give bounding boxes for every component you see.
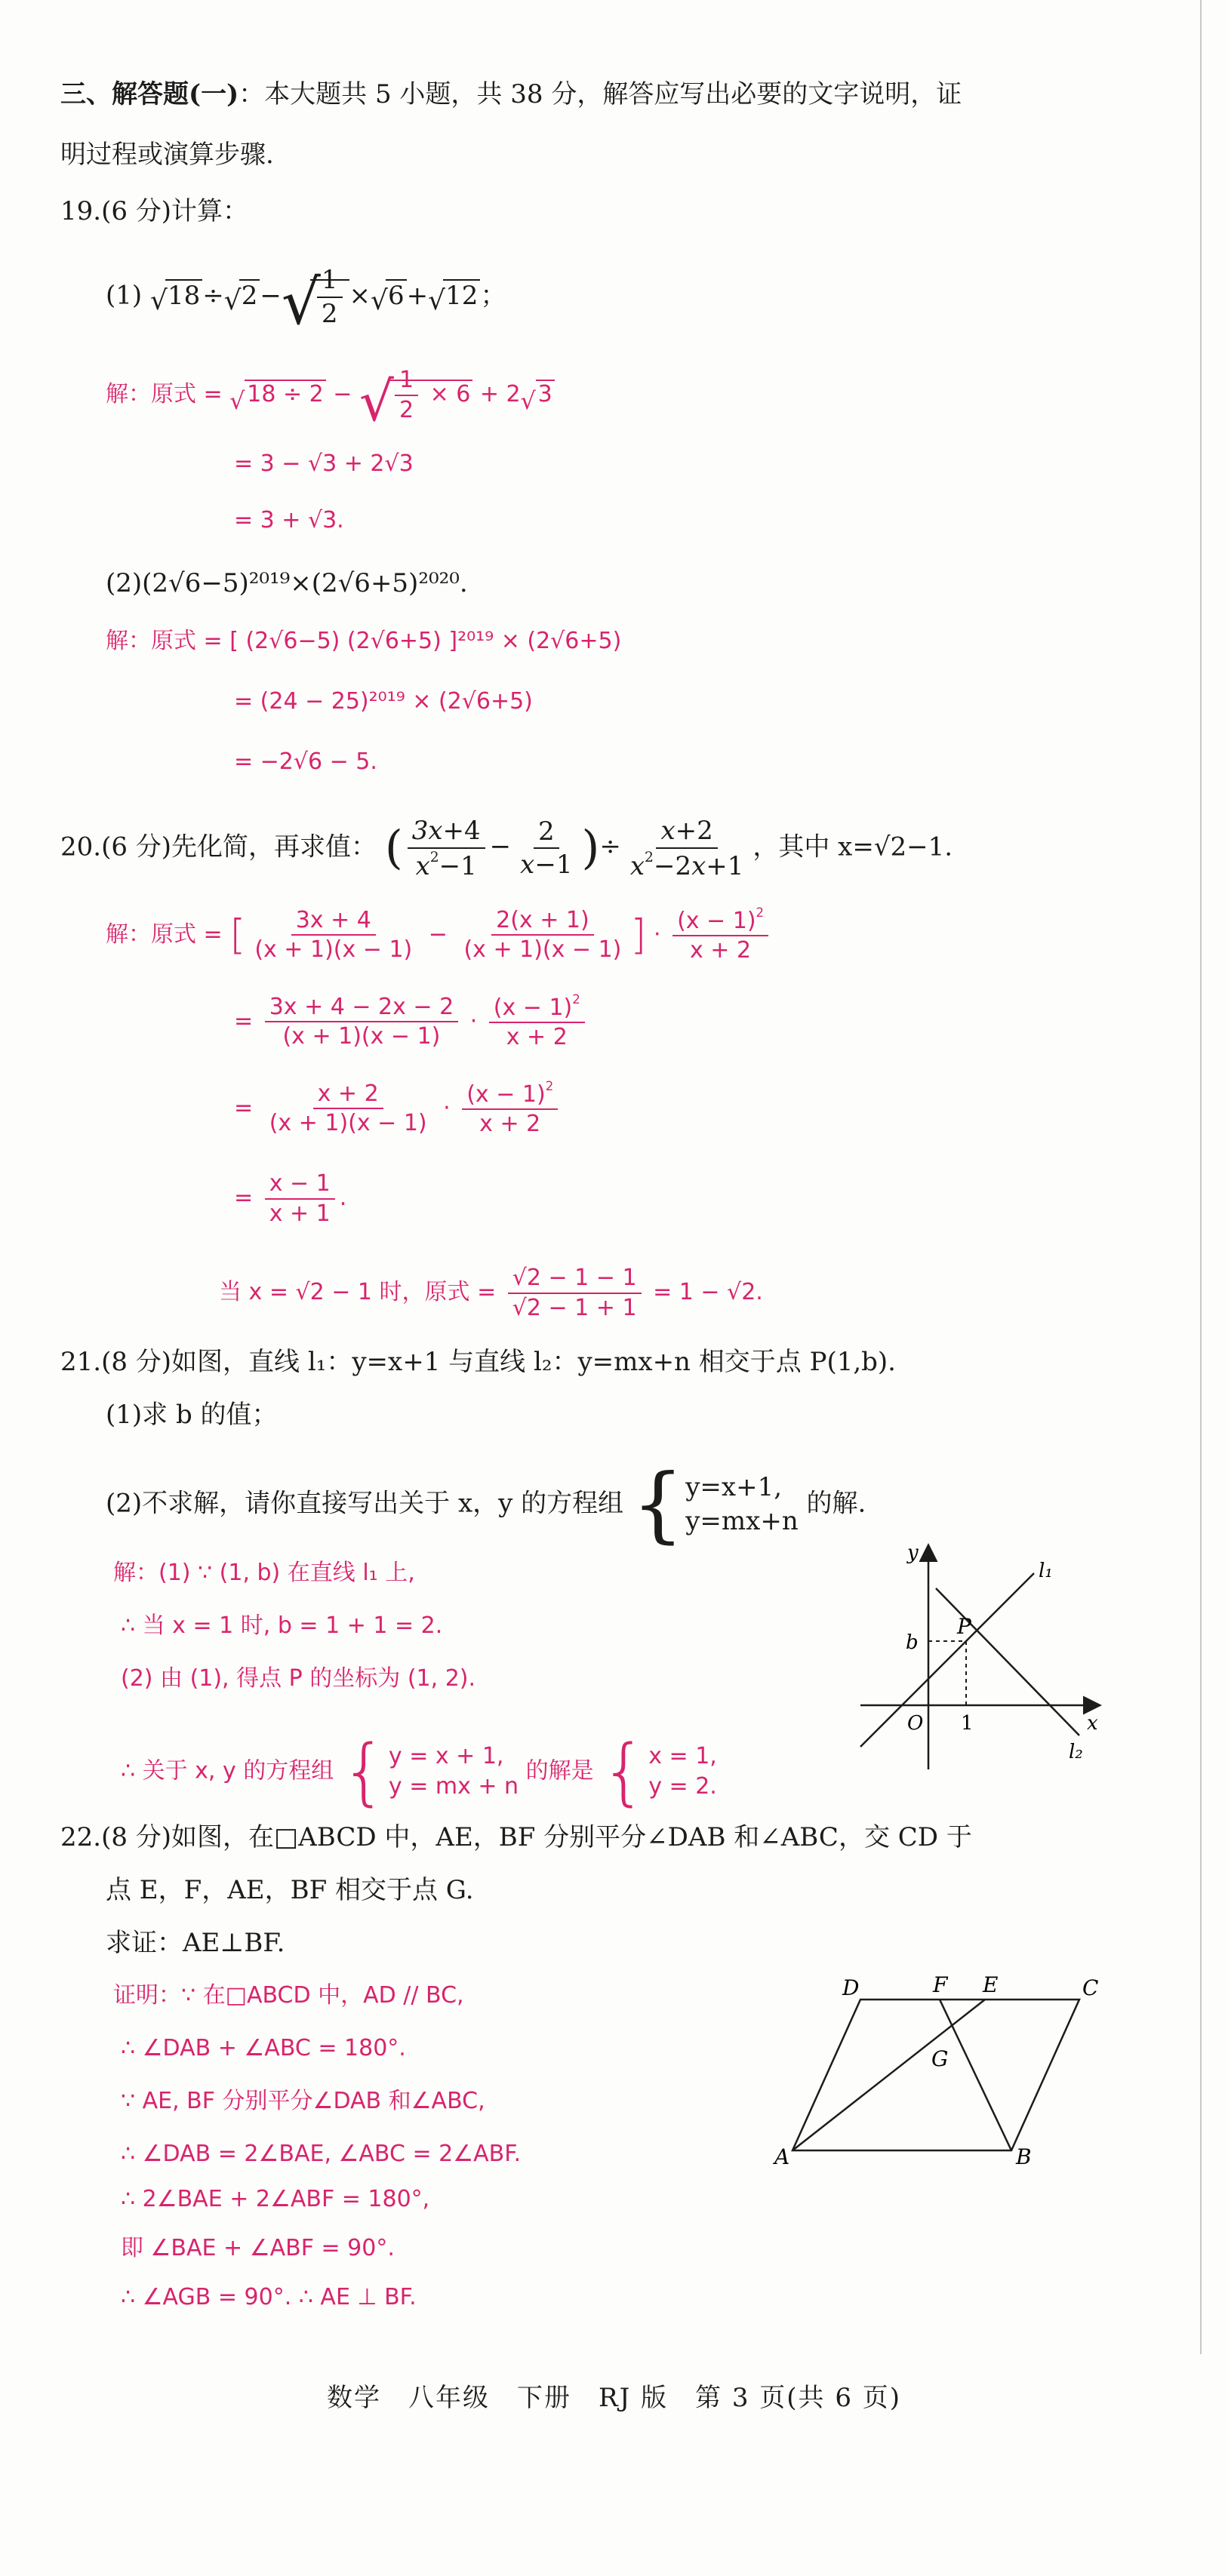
q19-part1 — [106, 264, 506, 340]
fig-label-B: B — [1016, 2144, 1032, 2169]
q20-heading-text: 20.(6 分)先化简，再求值： — [60, 832, 377, 862]
q21-part1: (1)求 b 的值； — [106, 1400, 278, 1430]
q21-answer-system: { y = x + 1, y = mx + n — [340, 1729, 519, 1814]
q20-answer-final-pre: 当 x = √2 − 1 时，原式 = — [219, 1279, 497, 1305]
q21-solution-row1: x = 1, — [648, 1742, 717, 1769]
q20-heading-tail: ，其中 x=√2−1. — [752, 832, 953, 862]
fig-label-E: E — [983, 1972, 999, 1997]
fig-label-F: F — [933, 1972, 948, 1997]
fig-label-O: O — [907, 1712, 924, 1735]
q21-answer-line3: (2) 由 (1), 得点 P 的坐标为 (1, 2). — [121, 1665, 476, 1692]
q20-answer-line2: = $\frac{3x + 4 - 2x - 2}{(x + 1)(x - 1)}$ · $\frac{(x - 1)^2}{x + 2}$ — [234, 992, 589, 1052]
parallelogram-ABCD — [793, 2000, 1079, 2150]
q22-proof-line2: ∴ ∠DAB + ∠ABC = 180°. — [121, 2035, 406, 2061]
fig-label-C: C — [1082, 1975, 1099, 2000]
q21-heading: 21.(8 分)如图，直线 l₁：y=x+1 与直线 l₂：y=mx+n 相交于点 P(1,b). — [60, 1347, 896, 1377]
section-intro: ：本大题共 5 小题，共 38 分，解答应写出必要的文字说明，证 — [239, 79, 962, 109]
q19-answer1-line1: 解：原式 = √ 18 ÷ 2 − √ $\frac{1}{2}$ × 6 + 2 √ 3 — [106, 366, 555, 424]
q21-part2 — [106, 1456, 866, 1552]
q22-heading: 22.(8 分)如图，在□ABCD 中，AE，BF 分别平分∠DAB 和∠ABC，交 CD 于 — [60, 1822, 972, 1852]
q21-solution-system: { x = 1, y = 2. — [601, 1729, 717, 1814]
section-header — [60, 75, 962, 113]
q19-part2: (2)(2√6−5)²⁰¹⁹×(2√6+5)²⁰²⁰. — [106, 568, 468, 598]
q21-system-row1: y=x+1, — [685, 1471, 783, 1502]
fig-label-1: 1 — [961, 1712, 974, 1735]
fig-label-A: A — [774, 2144, 790, 2169]
q19-part1-expr: √ 18÷ √ 2− √ $\frac{1}{2}$ × √ 6+ √ 12； — [149, 265, 506, 340]
q19-answer2-line1: 解：原式 = [ (2√6−5) (2√6+5) ]²⁰¹⁹ × (2√6+5) — [106, 628, 622, 654]
section-title: 三、解答题(一) — [60, 79, 239, 109]
q22-prove: 求证：AE⊥BF. — [106, 1928, 285, 1958]
q19-answer2-line2: = (24 − 25)²⁰¹⁹ × (2√6+5) — [234, 688, 533, 715]
q21-solution-row2: y = 2. — [648, 1773, 717, 1800]
q22-heading-cont: 点 E，F，AE，BF 相交于点 G. — [106, 1875, 474, 1905]
q21-answer-system-row2: y = mx + n — [388, 1773, 519, 1800]
fig-label-y: y — [907, 1542, 919, 1564]
q21-answer-line4 — [121, 1729, 717, 1814]
q22-proof-line1: 证明：∵ 在□ABCD 中，AD // BC, — [113, 1982, 464, 2009]
fig-label-D: D — [842, 1975, 860, 2000]
segment-BF — [940, 2000, 1011, 2150]
segment-AE — [793, 2000, 985, 2150]
line-l2 — [936, 1588, 1079, 1735]
q20-answer-start: 解：原式 = — [106, 921, 223, 948]
q20-answer-line3: = $\frac{x + 2}{(x + 1)(x - 1)}$ · $\frac{(x - 1)^2}{x + 2}$ — [234, 1079, 562, 1139]
q21-answer-line1: 解：(1) ∵ (1, b) 在直线 l₁ 上, — [113, 1560, 415, 1586]
q22-proof-line7: ∴ ∠AGB = 90°. ∴ AE ⊥ BF. — [121, 2284, 417, 2310]
q21-part2-pre: (2)不求解，请你直接写出关于 x，y 的方程组 — [106, 1488, 624, 1519]
q22-proof-line3: ∵ AE, BF 分别平分∠DAB 和∠ABC, — [121, 2088, 485, 2114]
q21-answer-system-row1: y = x + 1, — [388, 1742, 504, 1769]
q22-proof-line6: 即 ∠BAE + ∠ABF = 90°. — [121, 2235, 395, 2261]
q19-part1-label: (1) — [106, 280, 143, 311]
q20-answer-line1: 解：原式 = [ $\frac{3x + 4}{(x + 1)(x - 1)}$ − $\frac{2(x + 1)}{(x + 1)(x - 1)}$ ] · $\frac{(x - 1)^2}{x + 2}$ — [106, 905, 773, 965]
fig-label-l2: l₂ — [1069, 1741, 1083, 1763]
q19-answer2-line3: = −2√6 − 5. — [234, 749, 377, 775]
q22-proof-line4: ∴ ∠DAB = 2∠BAE, ∠ABC = 2∠ABF. — [121, 2141, 522, 2167]
q21-answer-line4-pre: ∴ 关于 x, y 的方程组 — [121, 1757, 334, 1784]
q20-answer-line5: 当 x = √2 − 1 时，原式 = $\frac{√2 - 1 - 1}{√2 - 1 + 1}$ = 1 − √2. — [219, 1265, 763, 1321]
fig-label-b: b — [906, 1631, 919, 1654]
q19-heading: 19.(6 分)计算： — [60, 196, 249, 226]
q20-heading — [60, 815, 953, 882]
q21-answer-line4-mid: 的解是 — [525, 1757, 594, 1784]
fig-label-P: P — [957, 1614, 971, 1639]
fig-label-x: x — [1087, 1712, 1098, 1735]
q21-coordinate-figure — [845, 1532, 1117, 1773]
q22-proof-line5: ∴ 2∠BAE + 2∠ABF = 180°, — [121, 2186, 430, 2212]
q19-answer1-line2: = 3 − √3 + 2√3 — [234, 450, 414, 477]
q21-system-row2: y=mx+n — [685, 1506, 799, 1537]
q21-answer-line2: ∴ 当 x = 1 时, b = 1 + 1 = 2. — [121, 1612, 443, 1639]
q21-part2-post: 的解. — [806, 1488, 866, 1519]
q19-answer1-start: 解：原式 = — [106, 381, 223, 407]
fig-label-l1: l₁ — [1039, 1560, 1053, 1582]
page-margin-line — [1200, 0, 1202, 2354]
q20-answer-line4: = $\frac{x - 1}{x + 1}$ . — [234, 1170, 347, 1227]
section-intro-cont: 明过程或演算步骤. — [60, 140, 274, 170]
q22-parallelogram-figure — [762, 1962, 1117, 2173]
q20-answer-final-post: = 1 − √2. — [653, 1279, 763, 1305]
q21-equation-system: { y=x+1, y=mx+n — [631, 1456, 799, 1552]
fig-label-G: G — [931, 2046, 949, 2071]
page-footer: 数学 八年级 下册 RJ 版 第 3 页(共 6 页) — [326, 2383, 902, 2413]
q20-expression: ( $\frac{3x+4}{x^2-1}$ − $\frac{2}{x-1}$ )÷ $\frac{x+2}{x^2-2x+1}$ — [384, 816, 744, 881]
q19-answer1-line3: = 3 + √3. — [234, 507, 344, 533]
